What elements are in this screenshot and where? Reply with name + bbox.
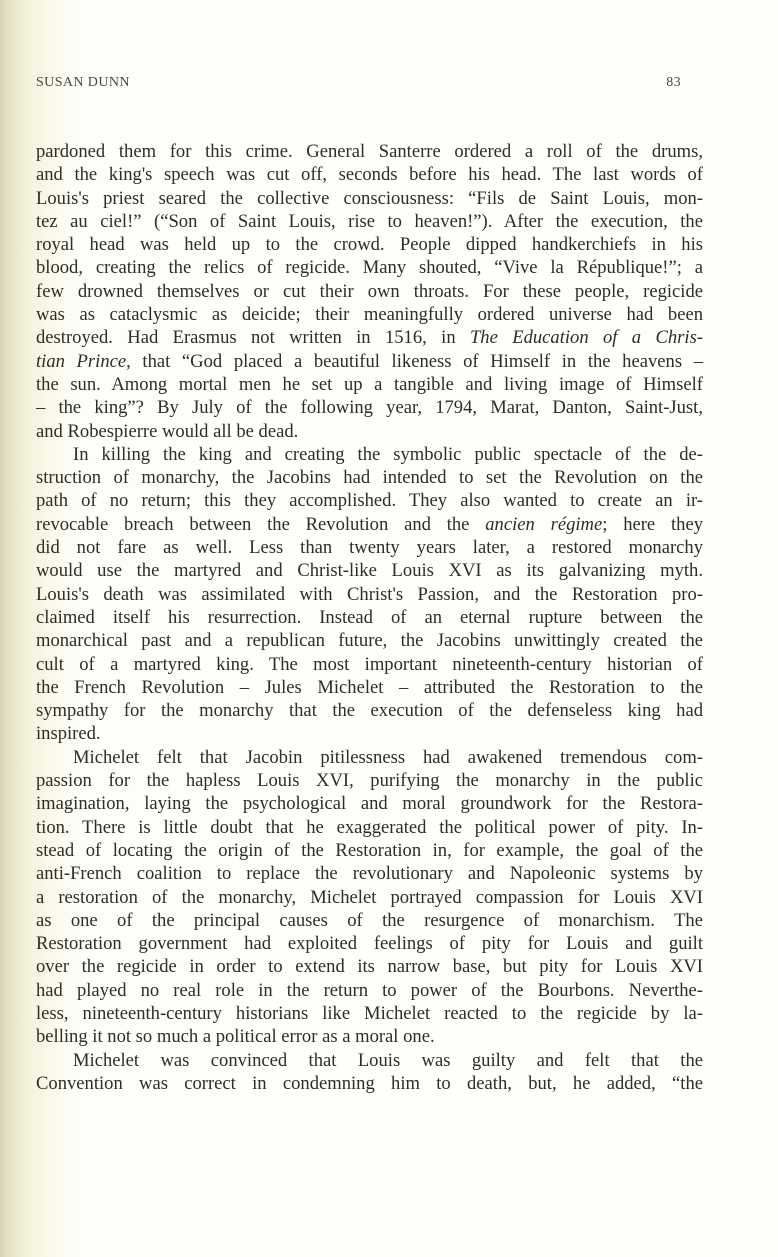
paragraph	[36, 746, 703, 1049]
text-line: pardoned them for this crime. General Santerre ordered a roll of the drums,	[36, 141, 703, 162]
text-line: was as cataclysmic as deicide; their meaningfully ordered universe had been	[36, 304, 703, 326]
running-head-author: SUSAN DUNN	[36, 75, 130, 90]
text-line: the French Revolution – Jules Michelet – attributed the Restoration to the	[36, 676, 703, 698]
text-line: as one of the principal causes of the resurgence of monarchism. The	[36, 909, 703, 931]
text-line: Convention was correct in condemning him to death, but, he added, “the	[36, 1072, 703, 1094]
text-line: In killing the king and creating the symbolic public spectacle of the de-	[73, 443, 703, 465]
text-line: had played no real role in the return to power of the Bourbons. Neverthe-	[36, 979, 703, 1001]
text-line: the sun. Among mortal men he set up a tangible and living image of Himself	[36, 373, 703, 395]
book-title-italic: tian Prince	[36, 350, 127, 372]
running-head	[36, 75, 681, 95]
text-line: would use the martyred and Christ-like Louis XVI as its galvanizing myth.	[36, 560, 703, 582]
text-line: cult of a martyred king. The most important nineteenth-century historian of	[36, 653, 703, 675]
text-line: imagination, laying the psychological and moral groundwork for the Restora-	[36, 793, 703, 815]
text-line: anti-French coalition to replace the revolutionary and Napoleonic systems by	[36, 863, 703, 885]
text-run: revocable breach between the Revolution and the	[36, 513, 486, 535]
text-line	[36, 326, 703, 349]
text-line: Michelet felt that Jacobin pitilessness had awakened tremendous com-	[73, 746, 703, 768]
body-text	[36, 140, 703, 1095]
text-line: stead of locating the origin of the Restoration in, for example, the goal of the	[36, 839, 703, 861]
text-line: did not fare as well. Less than twenty years later, a restored monarchy	[36, 537, 703, 559]
spine-shadow	[0, 0, 30, 1257]
book-title-italic: The Education of a Chris-	[469, 327, 703, 349]
text-line: and Robespierre would all be dead.	[36, 420, 299, 442]
text-line: path of no return; this they accomplished. They also wanted to create an ir-	[36, 490, 703, 512]
text-line: royal head was held up to the crowd. People dipped handkerchiefs in his	[36, 234, 703, 256]
text-line: passion for the hapless Louis XVI, purifying the monarchy in the public	[36, 770, 703, 792]
text-line: monarchical past and a republican future, the Jacobins unwittingly created the	[36, 630, 703, 652]
page-number: 83	[666, 75, 681, 90]
text-run: , that “God placed a beautiful likeness of Himself in the heavens –	[126, 350, 703, 372]
text-line	[36, 350, 703, 373]
text-line: less, nineteenth-century historians like Michelet reacted to the regicide by la-	[36, 1002, 703, 1024]
text-line: inspired.	[36, 723, 101, 745]
text-line: tion. There is little doubt that he exaggerated the political power of pity. In-	[36, 816, 703, 838]
text-line: a restoration of the monarchy, Michelet portrayed compassion for Louis XVI	[36, 886, 703, 908]
text-run: ; here they	[602, 513, 703, 535]
text-line: Louis's death was assimilated with Christ's Passion, and the Restoration pro-	[36, 583, 703, 605]
text-line: over the regicide in order to extend its narrow base, but pity for Louis XVI	[36, 956, 703, 978]
text-line: struction of monarchy, the Jacobins had intended to set the Revolution on the	[36, 467, 703, 489]
text-line: Louis's priest seared the collective consciousness: “Fils de Saint Louis, mon-	[36, 187, 703, 209]
text-line: few drowned themselves or cut their own throats. For these people, regicide	[36, 280, 703, 302]
text-line: sympathy for the monarchy that the execution of the defenseless king had	[36, 700, 703, 722]
foreign-term-italic: ancien régime	[485, 513, 603, 535]
paragraph	[36, 140, 703, 443]
paragraph	[36, 443, 703, 746]
text-line: belling it not so much a political error as a moral one.	[36, 1026, 435, 1048]
text-run: destroyed. Had Erasmus not written in 1516, in	[36, 327, 470, 349]
text-line: tez au ciel!” (“Son of Saint Louis, rise to heaven!”). After the execution, the	[36, 210, 703, 232]
text-line: Restoration government had exploited feelings of pity for Louis and guilt	[36, 933, 703, 955]
text-line	[36, 513, 703, 536]
text-line: – the king”? By July of the following year, 1794, Marat, Danton, Saint-Just,	[36, 397, 703, 419]
paragraph	[36, 1049, 703, 1096]
text-line: claimed itself his resurrection. Instead of an eternal rupture between the	[36, 606, 703, 628]
text-line: Michelet was convinced that Louis was guilty and felt that the	[73, 1049, 703, 1071]
text-line: blood, creating the relics of regicide. Many shouted, “Vive la République!”; a	[36, 257, 703, 279]
text-line: and the king's speech was cut off, seconds before his head. The last words of	[36, 164, 703, 186]
